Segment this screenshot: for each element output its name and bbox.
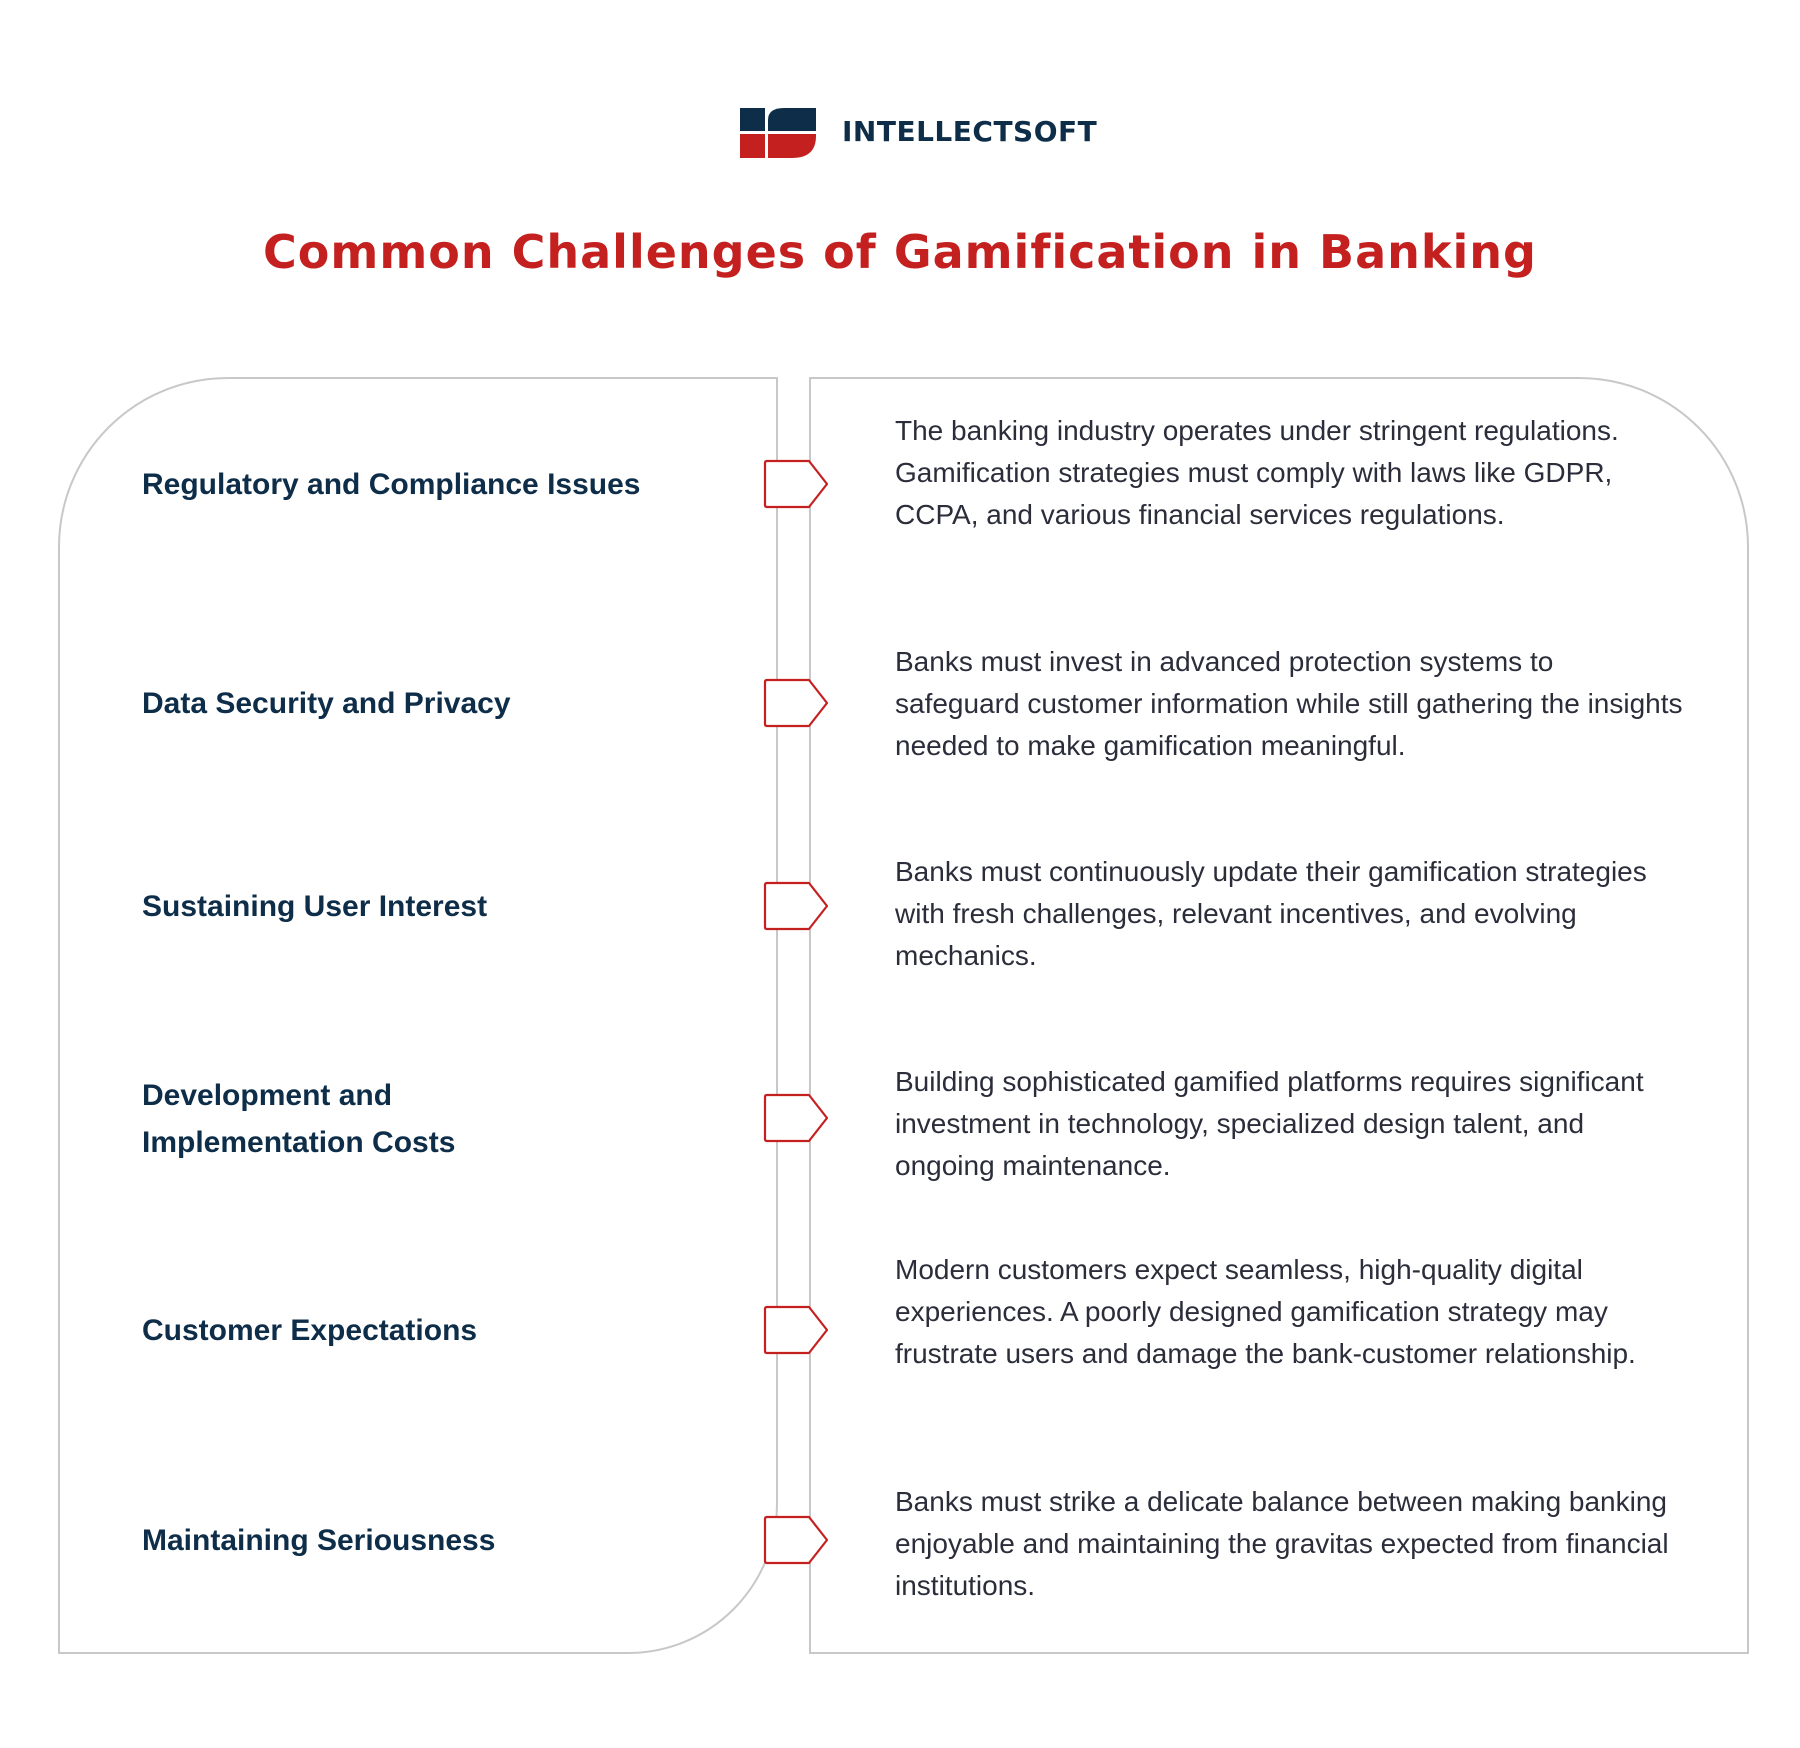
challenge-description: Banks must invest in advanced protection systems to safeguard customer information while still gathering the insights needed to make gamification meaningful.	[895, 646, 1683, 761]
challenge-description: Banks must strike a delicate balance between making banking enjoyable and maintaining the gravitas expected from financial institutions.	[895, 1486, 1669, 1601]
challenges-card	[58, 377, 778, 1654]
challenge-description: The banking industry operates under stringent regulations. Gamification strategies must comply with laws like GDPR, CCPA, and various financial services regulations.	[895, 415, 1619, 530]
challenge-heading: Maintaining Seriousness	[142, 1524, 496, 1557]
arrow-tag-icon	[763, 1515, 829, 1565]
challenge-description: Building sophisticated gamified platforms requires significant investment in technology, specialized design talent, and ongoing maintenance.	[895, 1066, 1644, 1181]
brand-wordmark: INTELLECTSOFT	[842, 115, 1098, 148]
challenge-heading: Regulatory and Compliance Issues	[142, 468, 641, 501]
challenge-heading: Development and Implementation Costs	[142, 1079, 456, 1159]
arrow-tag-icon	[763, 1093, 829, 1143]
challenge-heading: Data Security and Privacy	[142, 687, 511, 720]
arrow-tag-icon	[763, 881, 829, 931]
challenge-description: Banks must continuously update their gamification strategies with fresh challenges, relevant incentives, and evolving mechanics.	[895, 856, 1647, 971]
arrow-tag-icon	[763, 678, 829, 728]
challenge-heading: Sustaining User Interest	[142, 890, 488, 923]
intellectsoft-logo-icon	[740, 108, 816, 158]
arrow-tag-icon	[763, 459, 829, 509]
arrow-tag-icon	[763, 1305, 829, 1355]
challenge-description: Modern customers expect seamless, high-quality digital experiences. A poorly designed gamification strategy may frustrate users and damage the bank-customer relationship.	[895, 1254, 1636, 1369]
challenge-heading: Customer Expectations	[142, 1314, 478, 1347]
page-title: Common Challenges of Gamification in Banking	[263, 225, 1537, 279]
descriptions-card	[809, 377, 1749, 1654]
